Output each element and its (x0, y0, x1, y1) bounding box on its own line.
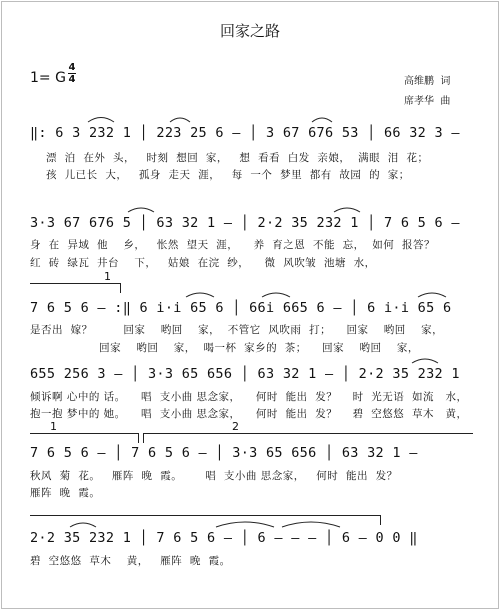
lyrics-line-2b: 红 砖 绿瓦 井台 下， 姑娘 在浣 纱， 微 风吹皱 池塘 水， (30, 257, 376, 269)
key-signature: 1= G (30, 70, 66, 86)
notation-line-5: 7 6 5 6 – │ 7 6 5 6 – │ 3·3 65 656 │ 63 32 1 – (30, 445, 418, 461)
slur (70, 523, 96, 527)
notation-line-6: 2·2 35 232 1 │ 7 6 5 6 – │ 6 – – – │ 6 – 0 0 ‖ (30, 530, 418, 546)
notation-line-4: 655 256 3 – │ 3·3 65 656 │ 63 32 1 – │ 2·2 35 232 1 (30, 366, 460, 382)
time-signature-top: 4 (68, 62, 76, 73)
tie (282, 522, 340, 527)
lyrics-line-3b: 回家 哟回 家， 喝一杯 家乡的 茶； 回家 哟回 家， (30, 342, 419, 354)
time-signature-bottom: 4 (68, 74, 76, 85)
lyricist-credit: 高维鹏 词 (404, 76, 451, 87)
lyrics-line-5a: 秋风 菊 花。 雁阵 晚 霞。 唱 支小曲 思念家， 何时 能出 发？ (30, 470, 398, 482)
slur (170, 118, 190, 122)
notation-line-1: ‖: 6 3 232 1 │ 223 25 6 – │ 3 67 676 53 │ 66 32 3 – (30, 125, 460, 141)
second-ending-number: 2 (232, 420, 239, 433)
slur (412, 359, 438, 363)
slur (186, 293, 214, 297)
slur (312, 118, 332, 122)
slur (88, 118, 114, 123)
composer-credit: 席孝华 曲 (404, 96, 451, 107)
tie (216, 522, 274, 527)
song-title: 回家之路 (219, 22, 280, 40)
lyrics-line-1a: 漂 泊 在外 头， 时刻 想回 家， 想 看看 白发 亲娘， 满眼 泪 花； (46, 152, 429, 164)
first-ending-number-2: 1 (50, 420, 57, 433)
notation-line-2: 3·3 67 676 5 │ 63 32 1 – │ 2·2 35 232 1 │ 7 6 5 6 – (30, 215, 460, 231)
lyrics-line-3a: 是否出 嫁？ 回家 哟回 家， 不管它 风吹雨 打； 回家 哟回 家， (30, 324, 444, 336)
slur (128, 208, 154, 212)
notation-line-3: 7 6 5 6 – :‖ 6 i·i 65 6 │ 66i 665 6 – │ 6 i·i 65 6 (30, 300, 452, 316)
lyrics-line-1b: 孩 儿已长 大， 孤身 走天 涯， 每 一个 梦里 都有 故园 的 家； (46, 169, 410, 181)
lyrics-line-2a: 身 在 异域 他 乡， 怅然 望天 涯， 养 育之恩 不能 忘， 如何 报答？ (30, 239, 435, 251)
slur (418, 293, 446, 297)
lyrics-line-5b: 雁阵 晚 霞。 (30, 487, 101, 499)
slur (262, 293, 290, 297)
lyrics-line-4a: 倾诉啊 心中的 话。 唱 支小曲 思念家， 何时 能出 发？ 时 光无语 如流 水， (30, 391, 468, 403)
lyrics-line-4b: 抱一抱 梦中的 她。 唱 支小曲 思念家， 何时 能出 发？ 碧 空悠悠 草木 黄， (30, 408, 468, 420)
first-ending-number: 1 (104, 270, 111, 283)
slur (334, 208, 360, 212)
lyrics-line-6a: 碧 空悠悠 草木 黄， 雁阵 晚 霞。 (30, 555, 231, 567)
